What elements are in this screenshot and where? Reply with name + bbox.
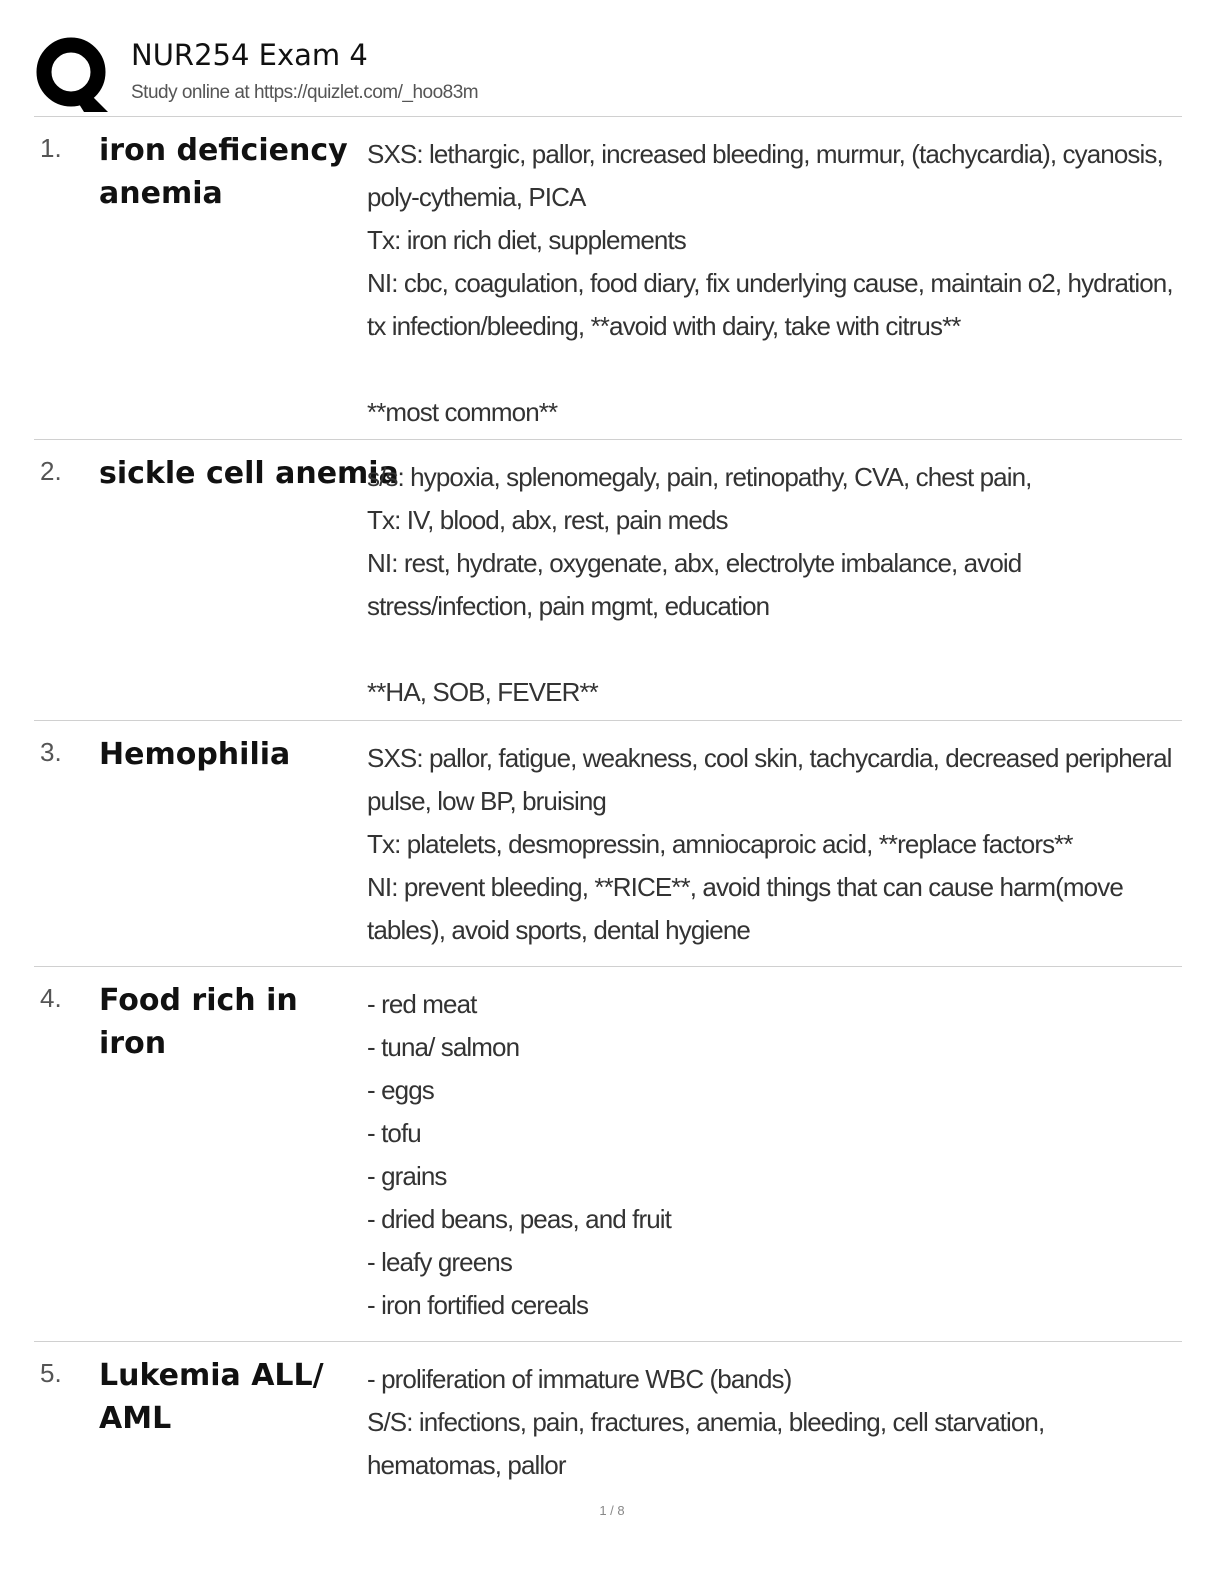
card-definition: SXS: lethargic, pallor, increased bleeding, murmur, (tachycardia), cyanosis, poly-cythemia, PICA Tx: iron rich diet, supplements NI: cbc, coagulation, food diary, fix underlying cause, maintain o2, hydration, tx infection/bleeding, **avoid with dairy, take with citrus** **most common**	[367, 139, 1173, 427]
divider	[34, 116, 1182, 117]
quizlet-logo-icon	[34, 34, 112, 112]
divider	[34, 1341, 1182, 1342]
card-term: sickle cell anemia	[99, 456, 399, 491]
divider	[34, 439, 1182, 440]
study-online-link[interactable]: Study online at https://quizlet.com/_hoo83m	[131, 82, 479, 103]
card-term: Food rich in iron	[99, 983, 298, 1061]
page-title: NUR254 Exam 4	[131, 38, 368, 72]
card-definition: s/s: hypoxia, splenomegaly, pain, retinopathy, CVA, chest pain, Tx: IV, blood, abx, rest, pain meds NI: rest, hydrate, oxygenate, abx, electrolyte imbalance, avoid stress/infection, pain mgmt, education **HA, SOB, FEVER**	[367, 462, 1032, 707]
card-term: Hemophilia	[99, 737, 291, 772]
card-number: 3.	[40, 737, 62, 767]
card-number: 5.	[40, 1358, 62, 1388]
card-definition: - proliferation of immature WBC (bands) S/S: infections, pain, fractures, anemia, bleeding, cell starvation, hematomas, pallor	[367, 1364, 1045, 1480]
card-number: 4.	[40, 983, 62, 1013]
divider	[34, 720, 1182, 721]
card-term: Lukemia ALL/ AML	[99, 1358, 324, 1436]
card-term: iron deficiency anemia	[99, 133, 348, 211]
page-number: 1 / 8	[599, 1503, 625, 1518]
card-number: 2.	[40, 456, 62, 486]
card-definition: SXS: pallor, fatigue, weakness, cool skin, tachycardia, decreased peripheral pulse, low BP, bruising Tx: platelets, desmopressin, amniocaproic acid, **replace factors** NI: prevent bleeding, **RICE**, avoid things that can cause harm(move tables), avoid sports, dental hygiene	[367, 743, 1172, 945]
divider	[34, 966, 1182, 967]
card-number: 1.	[40, 133, 62, 163]
card-definition: - red meat - tuna/ salmon - eggs - tofu - grains - dried beans, peas, and fruit - leafy greens - iron fortified cereals	[367, 989, 671, 1320]
page-header	[34, 30, 1184, 120]
